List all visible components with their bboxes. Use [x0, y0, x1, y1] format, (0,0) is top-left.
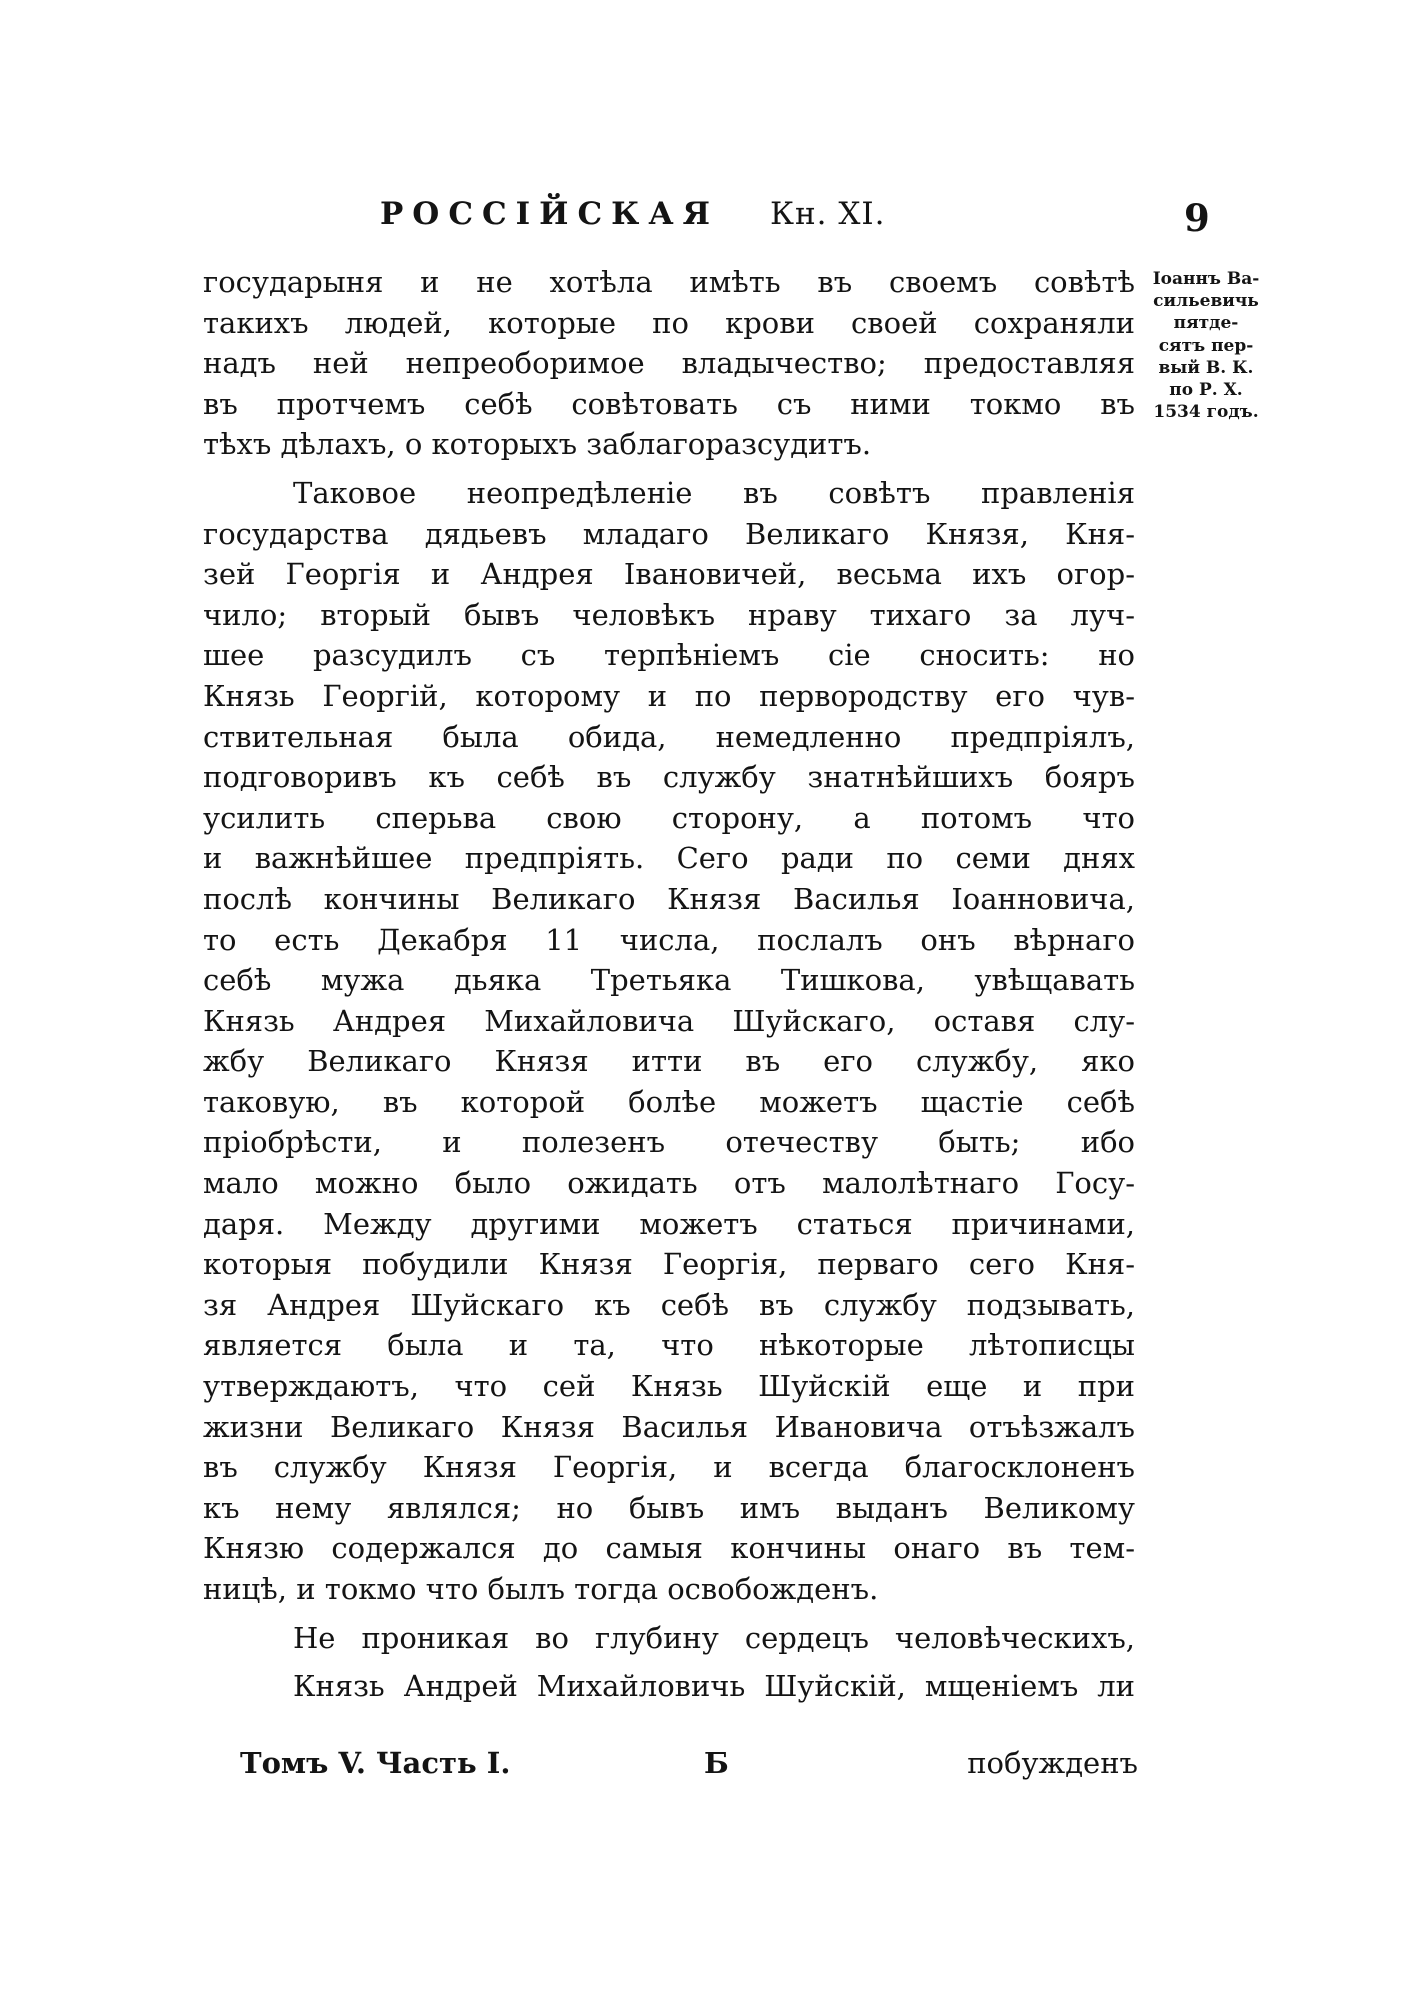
text-line: Князю содержался до самыя кончины онаго въ тем- [203, 1531, 1135, 1566]
footer-signature-mark: Б [704, 1746, 729, 1780]
text-line: Таковое неопредѣленіе въ совѣтъ правленія [293, 475, 1135, 510]
text-line: такихъ людей, которые по крови своей сохраняли [203, 305, 1135, 340]
footer-catchword: побужденъ [967, 1746, 1138, 1780]
text-line: и важнѣйшее предпріять. Сего ради по семи днях [203, 841, 1135, 876]
text-line: надъ ней непреоборимое владычество; предоставляя [203, 346, 1135, 381]
margin-note-line: вый В. К. [1158, 357, 1254, 378]
text-line: жбу Великаго Князя итти въ его службу, яко [203, 1044, 1135, 1079]
text-line: зей Георгія и Андрея Івановичей, весьма ихъ огор- [203, 557, 1135, 592]
text-line: является была и та, что нѣкоторые лѣтописцы [203, 1328, 1135, 1363]
text-line: шее разсудилъ съ терпѣніемъ сіе сносить: но [203, 638, 1135, 673]
text-line: себѣ мужа дьяка Третьяка Тишкова, увѣщавать [203, 963, 1135, 998]
text-line: въ службу Князя Георгія, и всегда благосклоненъ [203, 1450, 1135, 1485]
text-line: тѣхъ дѣлахъ, о которыхъ заблагоразсудитъ. [203, 427, 872, 462]
text-line: Князь Андрей Михайловичь Шуйскій, мщеніемъ ли [293, 1669, 1135, 1704]
text-line: мало можно было ожидать отъ малолѣтнаго Госу- [203, 1166, 1135, 1201]
text-line: ницѣ, и токмо что былъ тогда освобожденъ. [203, 1572, 879, 1606]
text-line: чило; вторый бывъ человѣкъ нраву тихаго за луч- [203, 597, 1135, 632]
text-line: то есть Декабря 11 числа, послалъ онъ вѣрнаго [203, 922, 1135, 957]
text-line: утверждаютъ, что сей Князь Шуйскій еще и при [203, 1369, 1135, 1404]
text-line: жизни Великаго Князя Василья Ивановича отъѣзжалъ [203, 1409, 1135, 1444]
text-line: усилить сперьва свою сторону, а потомъ что [203, 800, 1135, 835]
margin-note-line: пятде- [1173, 313, 1239, 334]
margin-note-line: сятъ пер- [1158, 335, 1254, 356]
book-number: Кн. XI. [770, 196, 886, 232]
text-line: зя Андрея Шуйскаго къ себѣ въ службу подзывать, [203, 1287, 1135, 1322]
text-line: пріобрѣсти, и полезенъ отечеству быть; ибо [203, 1125, 1135, 1160]
text-line: Князь Андрея Михайловича Шуйскаго, оставя слу- [203, 1003, 1135, 1038]
running-header [380, 196, 1020, 246]
text-line: послѣ кончины Великаго Князя Василья Іоанновича, [203, 881, 1135, 916]
margin-note-line: Іоаннъ Ва- [1152, 269, 1260, 289]
text-line: подговоривъ къ себѣ въ службу знатнѣйшихъ бояръ [203, 760, 1135, 795]
text-line: Не проникая во глубину сердецъ человѣческихъ, [293, 1620, 1135, 1655]
text-line: къ нему являлся; но бывъ имъ выданъ Великому [203, 1490, 1135, 1525]
footer-volume: Томъ V. Часть I. [240, 1746, 511, 1780]
page-footer [240, 1746, 1138, 1788]
text-line: государства дядьевъ младаго Великаго Князя, Кня- [203, 516, 1135, 551]
text-line: Князь Георгій, которому и по первородству его чув- [203, 678, 1135, 713]
margin-note-line: 1534 годъ. [1153, 402, 1259, 423]
text-line: государыня и не хотѣла имѣть въ своемъ совѣтѣ [203, 265, 1135, 299]
text-line: въ протчемъ себѣ совѣтовать съ ними токмо въ [203, 386, 1135, 421]
text-line: таковую, въ которой болѣе можетъ щастіе себѣ [203, 1084, 1135, 1119]
body-text [203, 262, 1135, 1707]
text-line: даря. Между другими можетъ статься причинами, [203, 1206, 1135, 1241]
margin-note [1146, 268, 1266, 423]
text-line: ствительная была обида, немедленно предпріялъ, [203, 719, 1135, 754]
page-number: 9 [1184, 196, 1210, 240]
margin-note-line: сильевичь [1153, 291, 1259, 312]
text-line: которыя побудили Князя Георгія, перваго сего Кня- [203, 1247, 1135, 1282]
running-title: РОССІЙСКАЯ [380, 196, 719, 232]
margin-note-line: по Р. Х. [1169, 380, 1243, 401]
